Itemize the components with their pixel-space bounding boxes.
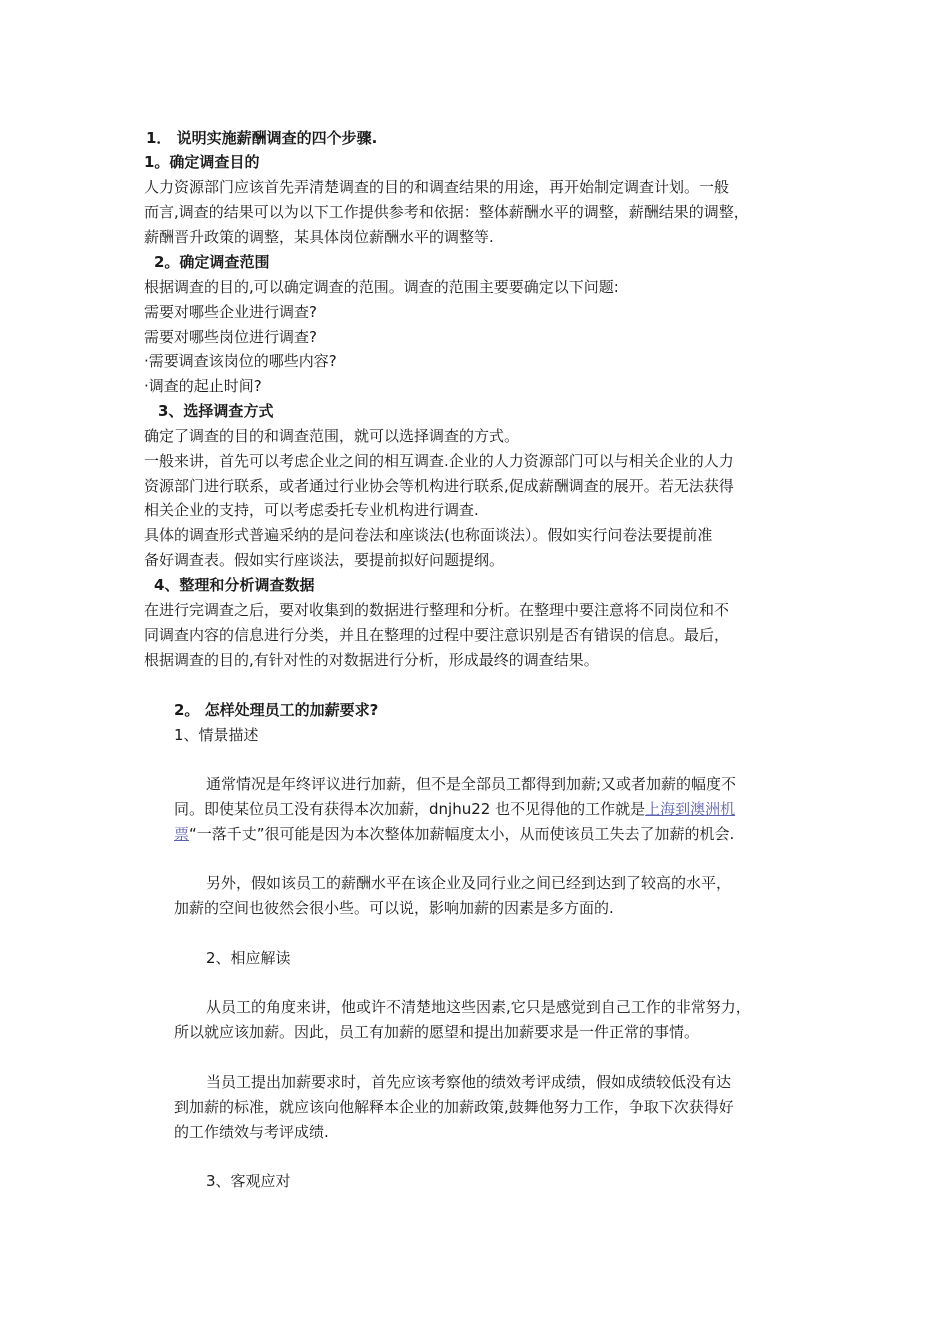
list-item: ·需要调查该岗位的哪些内容? <box>144 352 337 370</box>
paragraph-line: 确定了调查的目的和调查范围，就可以选择调查的方式。 <box>144 427 520 445</box>
paragraph-line: 的工作绩效与考评成绩. <box>174 1123 329 1141</box>
subheading-response: 3、客观应对 <box>206 1172 291 1190</box>
paragraph-text: “一落千丈”很可能是因为本次整体加薪幅度太小，从而使该员工失去了加薪的机会. <box>189 825 735 843</box>
paragraph-line: 另外，假如该员工的薪酬水平在该企业及同行业之间已经到达到了较高的水平， <box>206 874 732 892</box>
step3-heading: 3、选择调查方式 <box>158 402 274 420</box>
paragraph-line: 资源部门进行联系，或者通过行业协会等机构进行联系,促成薪酬调查的展开。若无法获得 <box>144 477 734 495</box>
step4-heading: 4、整理和分析调查数据 <box>154 576 315 594</box>
list-item: 需要对哪些岗位进行调查? <box>144 328 317 346</box>
paragraph-line: 从员工的角度来讲，他或许不清楚地这些因素,它只是感觉到自己工作的非常努力， <box>206 998 751 1016</box>
paragraph-line: 加薪的空间也彼然会很小些。可以说，影响加薪的因素是多方面的. <box>174 899 614 917</box>
paragraph-line: 具体的调查形式普遍采纳的是问卷法和座谈法(也称面谈法）。假如实行问卷法要提前准 <box>144 526 713 544</box>
paragraph-line: 备好调查表。假如实行座谈法，要提前拟好问题提纲。 <box>144 551 505 569</box>
list-item: 需要对哪些企业进行调查? <box>144 303 317 321</box>
paragraph-line-with-link <box>174 824 734 844</box>
paragraph-line: 当员工提出加薪要求时，首先应该考察他的绩效考评成绩，假如成绩较低没有达 <box>206 1073 732 1091</box>
subheading-scenario: 1、情景描述 <box>174 726 259 744</box>
paragraph-line-with-link <box>174 799 735 819</box>
paragraph-line: 通常情况是年终评议进行加薪，但不是全部员工都得到加薪;又或者加薪的幅度不 <box>206 775 737 793</box>
flight-link-continued[interactable]: 票 <box>174 825 190 843</box>
paragraph-line: 所以就应该加薪。因此，员工有加薪的愿望和提出加薪要求是一件正常的事情。 <box>174 1023 700 1041</box>
paragraph-line: 而言,调查的结果可以为以下工作提供参考和依据：整体薪酬水平的调整，薪酬结果的调整， <box>144 203 749 221</box>
paragraph-line: 在进行完调查之后，要对收集到的数据进行整理和分析。在整理中要注意将不同岗位和不 <box>144 601 730 619</box>
subheading-interpretation: 2、相应解读 <box>206 949 291 967</box>
paragraph-line: 根据调查的目的,有针对性的对数据进行分析，形成最终的调查结果。 <box>144 651 599 669</box>
paragraph-line: 相关企业的支持，可以考虑委托专业机构进行调查. <box>144 501 479 519</box>
paragraph-line: 同调查内容的信息进行分类，并且在整理的过程中要注意识别是否有错误的信息。最后， <box>144 626 730 644</box>
paragraph-line: 薪酬晋升政策的调整，某具体岗位薪酬水平的调整等. <box>144 228 494 246</box>
section2-title: 2。 怎样处理员工的加薪要求? <box>174 701 379 719</box>
paragraph-line: 根据调查的目的,可以确定调查的范围。调查的范围主要要确定以下问题: <box>144 278 619 296</box>
paragraph-line: 到加薪的标准，就应该向他解释本企业的加薪政策,鼓舞他努力工作，争取下次获得好 <box>174 1098 734 1116</box>
step2-heading: 2。确定调查范围 <box>154 253 270 271</box>
paragraph-line: 人力资源部门应该首先弄清楚调查的目的和调查结果的用途，再开始制定调查计划。一般 <box>144 178 730 196</box>
step1-heading: 1。确定调查目的 <box>144 153 260 171</box>
flight-link[interactable]: 上海到澳洲机 <box>645 800 736 818</box>
paragraph-line: 一般来讲，首先可以考虑企业之间的相互调查.企业的人力资源部门可以与相关企业的人力 <box>144 452 734 470</box>
list-item: ·调查的起止时间? <box>144 377 262 395</box>
section1-title: 1． 说明实施薪酬调查的四个步骤. <box>146 129 378 147</box>
paragraph-text: 同。即使某位员工没有获得本次加薪，dnjhu22 也不见得他的工作就是 <box>174 800 646 818</box>
